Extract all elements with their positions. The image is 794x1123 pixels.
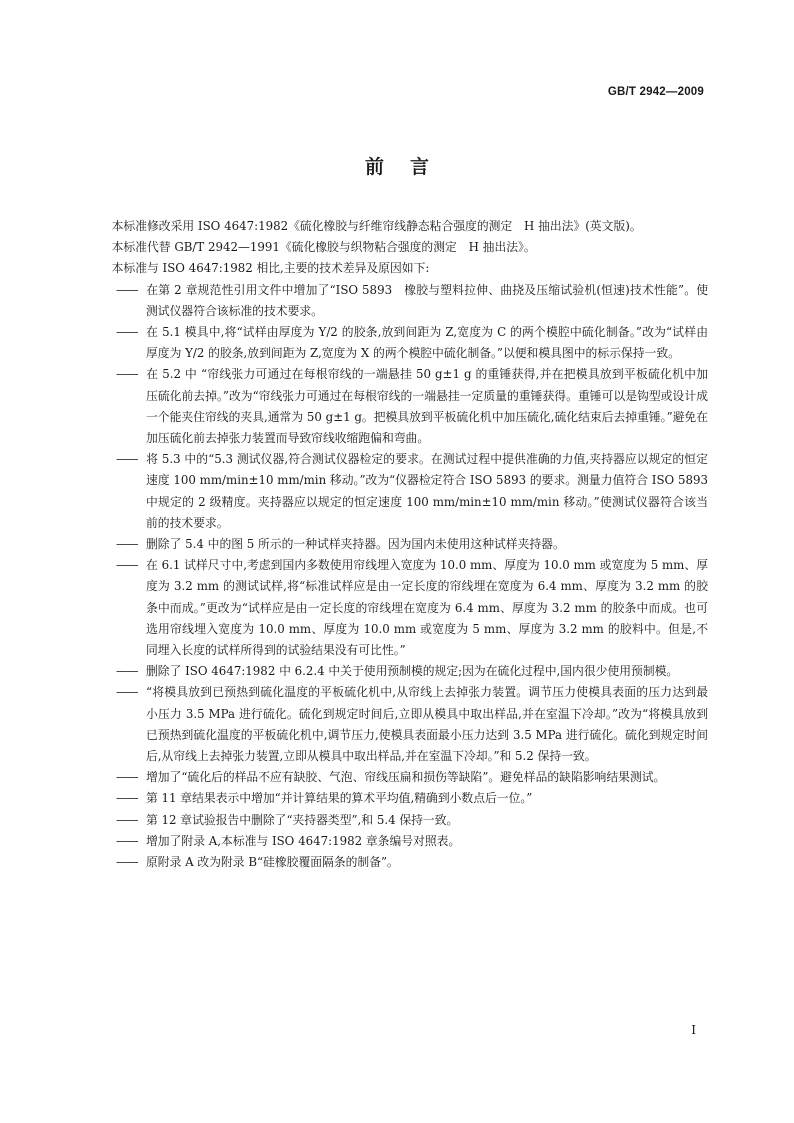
dash-marker: —— [116,770,138,785]
list-item-text: 原附录 A 改为附录 B“硅橡胶覆面隔条的制备”。 [146,855,399,870]
list-item [86,661,708,682]
list-item [86,831,708,852]
list-item [86,767,708,788]
dash-marker: —— [116,558,138,573]
document-body [88,216,708,873]
list-item [86,682,708,767]
list-item [86,280,708,322]
list-item-text: 在 5.2 中 “帘线张力可通过在每根帘线的一端悬挂 50 g±1 g 的重锤获得,并在把模具放到平板硫化机中加压硫化前去掉。”改为“帘线张力可通过在每根帘线的一端悬挂一定质量的重锤获得。重锤可以是钩型或设计成一个能夹住帘线的夹具,通常为 50 g±1 g。把模具放到平板硫化机中加压硫化,硫化结束后去掉重锤。”避免在加压硫化前去掉张力装置而导致帘线收缩跑偏和弯曲。 [146,367,708,446]
list-item-text: 增加了附录 A,本标准与 ISO 4647:1982 章条编号对照表。 [146,833,461,848]
list-item [86,322,708,364]
dash-marker: —— [116,367,138,382]
page-number: I [691,1023,696,1037]
list-item [86,810,708,831]
dash-marker: —— [116,452,138,467]
paragraph-differences-intro: 本标准与 ISO 4647:1982 相比,主要的技术差异及原因如下: [111,261,430,276]
paragraph-adoption: 本标准修改采用 ISO 4647:1982《硫化橡胶与纤维帘线静态粘合强度的测定 H 抽出法》(英文版)。 [111,219,642,233]
dash-marker: —— [116,664,138,679]
list-item [86,449,708,534]
standard-code: GB/T 2942—2009 [607,86,704,98]
list-item [86,364,708,449]
list-item [86,852,708,873]
dash-marker: —— [116,685,138,700]
list-item [86,788,708,809]
list-item [86,555,708,661]
dash-marker: —— [116,833,138,848]
list-item-text: 将 5.3 中的“5.3 测试仪器,符合测试仪器检定的要求。在测试过程中提供准确的力值,夹持器应以规定的恒定速度 100 mm/min±10 mm/min 移动。”改为“仪器检定符合 ISO 5893 的要求。测量力值符合 ISO 5893 中规定的 2 级精度。夹持器应以规定的恒定速度 100 mm/min±10 mm/min 移动。”使测试仪器符合该当前的技术要求。 [146,452,708,530]
list-item-text: 增加了“硫化后的样品不应有缺胶、气泡、帘线压扁和损伤等缺陷”。避免样品的缺陷影响结果测试。 [146,770,666,785]
list-item [86,534,708,555]
list-item-text: 在第 2 章规范性引用文件中增加了“ISO 5893 橡胶与塑料拉伸、曲挠及压缩试验机(恒速)技术性能”。使测试仪器符合该标准的技术要求。 [146,282,708,318]
dash-marker: —— [116,855,138,870]
page-title: 前言 [364,156,455,178]
dash-marker: —— [116,282,138,297]
list-item-text: 删除了 5.4 中的图 5 所示的一种试样夹持器。因为国内未使用这种试样夹持器。 [146,537,565,552]
dash-marker: —— [116,537,138,552]
dash-marker: —— [116,791,138,806]
list-item-text: 第 12 章试验报告中删除了“夹持器类型”,和 5.4 保持一致。 [146,812,459,827]
dash-marker: —— [116,325,138,340]
list-item-text: 在 6.1 试样尺寸中,考虑到国内多数使用帘线埋入宽度为 10.0 mm、厚度为 10.0 mm 或宽度为 5 mm、厚度为 3.2 mm 的测试试样,将“标准试样应是由一定长度的帘线埋在宽度为 6.4 mm、厚度为 3.2 mm 的胶条中而成。”更改为“试样应是由一定长度的帘线埋在宽度为 6.4 mm、厚度为 3.2 mm 的胶条中而成。也可选用帘线埋入宽度为 10.0 mm、厚度为 10.0 mm 或宽度为 5 mm、厚度为 3.2 mm 的胶料中。但是,不同埋入长度的试样所得到的试验结果没有可比性。” [146,558,708,658]
list-item-text: “将模具放到已预热到硫化温度的平板硫化机中,从帘线上去掉张力装置。调节压力使模具表面的压力达到最小压力 3.5 MPa 进行硫化。硫化到规定时间后,立即从模具中取出样品,并在室温下冷却。”改为“将模具放到已预热到硫化温度的平板硫化机中,调节压力,使模具表面最小压力达到 3.5 MPa 进行硫化。硫化到规定时间后,从帘线上去掉张力装置,立即从模具中取出样品,并在室温下冷却。”和 5.2 保持一致。 [146,685,708,764]
list-item-text: 在 5.1 模具中,将“试样由厚度为 Y/2 的胶条,放到间距为 Z,宽度为 C 的两个模腔中硫化制备。”改为“试样由厚度为 Y/2 的胶条,放到间距为 Z,宽度为 X 的两个模腔中硫化制备。”以便和模具图中的标示保持一致。 [146,325,708,361]
list-item-text: 删除了 ISO 4647:1982 中 6.2.4 中关于使用预制模的规定;因为在硫化过程中,国内很少使用预制模。 [146,664,679,679]
list-item-text: 第 11 章结果表示中增加“并计算结果的算术平均值,精确到小数点后一位。” [146,791,533,806]
paragraph-replaces: 本标准代替 GB/T 2942—1991《硫化橡胶与织物粘合强度的测定 H 抽出法》。 [111,240,536,255]
dash-marker: —— [116,812,138,827]
